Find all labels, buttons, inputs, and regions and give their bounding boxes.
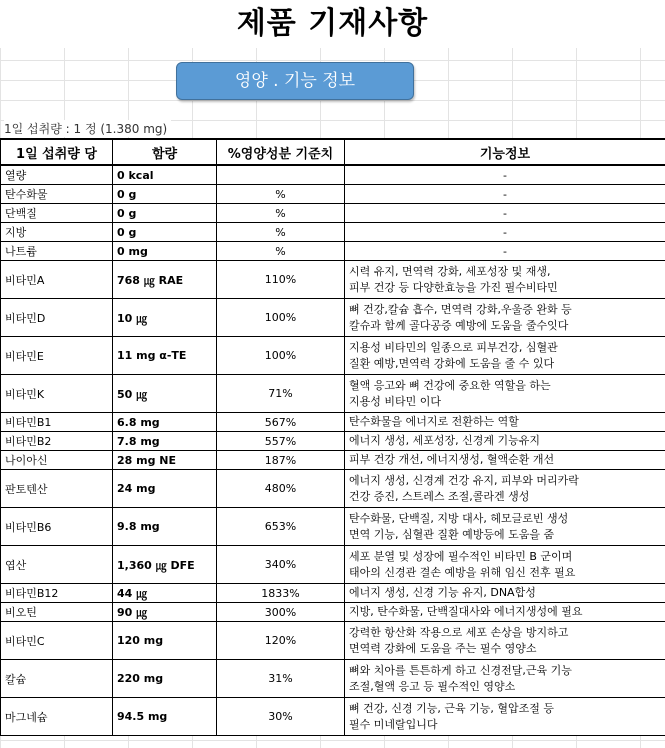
header-daily-value: %영양성분 기준치 [217,139,345,165]
nutrient-amount: 120 mg [113,622,217,660]
function-info [345,508,665,546]
function-line: - [503,225,507,239]
table-row [1,223,665,242]
table-row [1,299,665,337]
table-row [1,432,665,451]
nutrient-name: 나트륨 [1,242,113,261]
nutrient-amount: 0 mg [113,242,217,261]
nutrient-name: 탄수화물 [1,185,113,204]
nutrient-name: 비타민B1 [1,413,113,432]
table-header-row [1,139,665,165]
function-line: 강력한 항산화 작용으로 세포 손상을 방지하고 [349,625,569,639]
nutrient-amount: 1,360 ㎍ DFE [113,546,217,584]
function-line: - [503,244,507,258]
function-info [345,470,665,508]
function-line: 뼈와 치아를 튼튼하게 하고 신경전달,근육 기능 [349,663,572,677]
function-info [345,204,665,223]
header-amount: 함량 [113,139,217,165]
daily-value-percent: % [217,185,345,204]
table-row [1,546,665,584]
function-line: - [503,168,507,182]
table-row [1,165,665,185]
daily-value-percent: 100% [217,337,345,375]
table-row [1,622,665,660]
nutrient-name: 비타민B6 [1,508,113,546]
function-info [345,432,665,451]
header-function: 기능정보 [345,139,665,165]
header-serving: 1일 섭취량 당 [1,139,113,165]
nutrient-amount: 7.8 mg [113,432,217,451]
function-line: 탄수화물을 에너지로 전환하는 역할 [349,415,519,428]
function-line: 칼슈과 함께 골다공증 예방에 도움을 줄수잇다 [349,318,569,332]
function-info [345,413,665,432]
nutrient-amount: 768 ㎍ RAE [113,261,217,299]
table-row [1,413,665,432]
daily-value-percent: 567% [217,413,345,432]
table-row [1,185,665,204]
nutrient-name: 단백질 [1,204,113,223]
function-line: 면역 기능, 심혈관 질환 예방등에 도움을 줌 [349,527,555,541]
function-info [345,546,665,584]
nutrient-amount: 28 mg NE [113,451,217,470]
nutrient-name: 비오틴 [1,603,113,622]
function-info [345,698,665,736]
nutrient-name: 나이아신 [1,451,113,470]
function-line: 뼈 건강,칼슘 흡수, 면역력 강화,우울증 완화 등 [349,302,572,316]
daily-value-percent: 557% [217,432,345,451]
nutrient-amount: 0 g [113,223,217,242]
function-info [345,185,665,204]
table-row [1,470,665,508]
function-line: 지방, 탄수화물, 단백질대사와 에너지생성에 필요 [349,605,583,618]
function-line: - [503,187,507,201]
nutrient-name: 비타민B2 [1,432,113,451]
function-line: 에너지 생성, 신경 기능 유지, DNA합성 [349,586,536,599]
function-line: 피부 건강 등 다양한효능을 가진 필수비타민 [349,280,558,294]
function-info [345,165,665,185]
daily-value-percent: 31% [217,660,345,698]
function-info [345,337,665,375]
function-line: - [503,206,507,220]
function-info [345,242,665,261]
nutrient-name: 지방 [1,223,113,242]
function-info [345,223,665,242]
function-line: 지용성 비타민 이다 [349,394,442,408]
function-info [345,622,665,660]
daily-value-percent: 110% [217,261,345,299]
function-line: 필수 미네랄입니다 [349,717,438,731]
nutrient-amount: 50 ㎍ [113,375,217,413]
section-banner: 영양 . 기능 정보 [176,62,414,100]
function-line: 뼈 건강, 신경 기능, 근육 기능, 혈압조절 등 [349,701,554,715]
function-info [345,584,665,603]
daily-value-percent: % [217,204,345,223]
daily-value-percent: 340% [217,546,345,584]
daily-value-percent: 30% [217,698,345,736]
table-row [1,508,665,546]
table-row [1,698,665,736]
nutrition-table [0,138,665,736]
function-line: 혈액 응고와 뼈 건강에 중요한 역할을 하는 [349,378,551,392]
function-line: 질환 예방,면역력 강화에 도움을 줄 수 있다 [349,356,555,370]
table-row [1,451,665,470]
function-line: 시력 유지, 면역력 강화, 세포성장 및 재생, [349,264,551,278]
table-row [1,375,665,413]
daily-value-percent: 480% [217,470,345,508]
nutrient-amount: 9.8 mg [113,508,217,546]
daily-value-percent [217,165,345,185]
daily-value-percent: 120% [217,622,345,660]
nutrient-name: 비타민B12 [1,584,113,603]
nutrient-name: 판토텐산 [1,470,113,508]
nutrient-name: 비타민D [1,299,113,337]
nutrient-name: 비타민K [1,375,113,413]
page-title: 제품 기재사항 [0,0,665,48]
nutrient-name: 칼슘 [1,660,113,698]
function-line: 탄수화물, 단백질, 지방 대사, 헤모글로빈 생성 [349,511,569,525]
daily-value-percent: 71% [217,375,345,413]
table-row [1,660,665,698]
nutrient-amount: 94.5 mg [113,698,217,736]
nutrient-amount: 44 ㎍ [113,584,217,603]
nutrient-name: 열량 [1,165,113,185]
table-row [1,261,665,299]
nutrient-amount: 10 ㎍ [113,299,217,337]
nutrient-name: 비타민C [1,622,113,660]
daily-value-percent: 187% [217,451,345,470]
table-row [1,204,665,223]
nutrient-amount: 0 g [113,204,217,223]
nutrient-name: 비타민E [1,337,113,375]
function-line: 건강 증진, 스트레스 조절,콜라겐 생성 [349,489,530,503]
table-row [1,242,665,261]
function-line: 에너지 생성, 신경계 건강 유지, 피부와 머리카락 [349,473,579,487]
function-info [345,451,665,470]
daily-value-percent: % [217,223,345,242]
daily-value-percent: 300% [217,603,345,622]
function-line: 조절,혈액 응고 등 필수적인 영양소 [349,679,516,693]
table-row [1,603,665,622]
nutrient-amount: 24 mg [113,470,217,508]
nutrient-amount: 220 mg [113,660,217,698]
function-info [345,660,665,698]
nutrient-amount: 11 mg α-TE [113,337,217,375]
table-row [1,337,665,375]
function-line: 에너지 생성, 세포성장, 신경계 기능유지 [349,434,540,447]
nutrient-name: 마그네슘 [1,698,113,736]
nutrient-amount: 6.8 mg [113,413,217,432]
nutrient-amount: 0 g [113,185,217,204]
function-line: 세포 분열 및 성장에 필수적인 비타민 B 군이며 [349,549,573,563]
daily-value-percent: 100% [217,299,345,337]
function-info [345,299,665,337]
function-line: 지용성 비타민의 일종으로 피부건강, 심혈관 [349,340,558,354]
serving-size-note: 1일 섭취량 : 1 정 (1.380 mg) [4,120,171,137]
nutrient-name: 엽산 [1,546,113,584]
nutrient-name: 비타민A [1,261,113,299]
daily-value-percent: 1833% [217,584,345,603]
function-info [345,603,665,622]
daily-value-percent: % [217,242,345,261]
nutrient-amount: 0 kcal [113,165,217,185]
function-line: 면역력 강화에 도움을 주는 필수 영양소 [349,641,537,655]
nutrient-amount: 90 ㎍ [113,603,217,622]
function-info [345,375,665,413]
table-row [1,584,665,603]
daily-value-percent: 653% [217,508,345,546]
function-info [345,261,665,299]
function-line: 태아의 신경관 결손 예방을 위해 임신 전후 필요 [349,565,576,579]
function-line: 피부 건강 개선, 에너지생성, 혈액순환 개선 [349,453,555,466]
